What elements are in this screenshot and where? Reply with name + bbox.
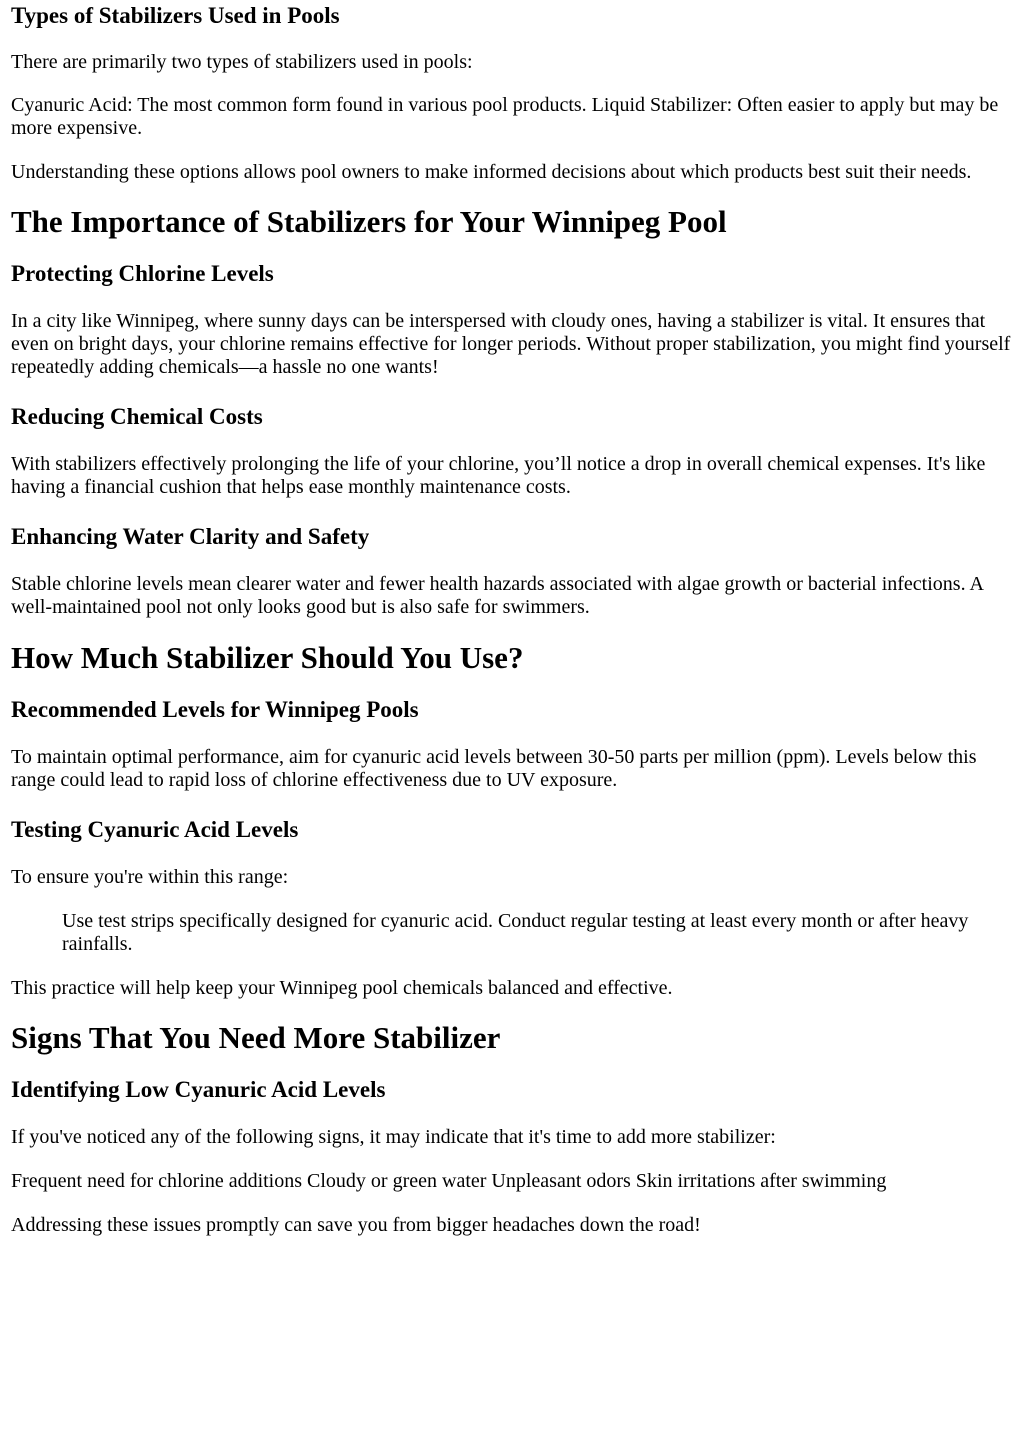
signs-heading: Signs That You Need More Stabilizer [11,1020,501,1055]
article [0,2,1024,1237]
testing-heading: Testing Cyanuric Acid Levels [11,817,299,842]
recommended-heading: Recommended Levels for Winnipeg Pools [11,697,419,722]
identifying-closing: Addressing these issues promptly can save you from bigger headaches down the road! [11,1214,701,1236]
reducing-body: With stabilizers effectively prolonging the life of your chlorine, you’ll notice a drop in overall chemical expenses. It's like having a financial cushion that helps ease monthly maintenance costs. [11,453,986,498]
identifying-intro: If you've noticed any of the following signs, it may indicate that it's time to add more stabilizer: [11,1126,776,1148]
identifying-list: Frequent need for chlorine additions Cloudy or green water Unpleasant odors Skin irritations after swimming [11,1170,887,1192]
types-closing: Understanding these options allows pool owners to make informed decisions about which products best suit their needs. [11,161,972,183]
types-intro: There are primarily two types of stabilizers used in pools: [11,51,473,73]
types-list: Cyanuric Acid: The most common form found in various pool products. Liquid Stabilizer: Often easier to apply but may be more expensive. [11,94,999,139]
types-heading: Types of Stabilizers Used in Pools [11,3,340,28]
protecting-body: In a city like Winnipeg, where sunny days can be interspersed with cloudy ones, having a stabilizer is vital. It ensures that even on bright days, your chlorine remains effective for longer periods. Without proper stabilization, you might find yourself repeatedly adding chemicals—a hassle no one wants! [11,310,1011,378]
reducing-heading: Reducing Chemical Costs [11,404,263,429]
protecting-heading: Protecting Chlorine Levels [11,261,274,286]
testing-intro: To ensure you're within this range: [11,866,289,888]
enhancing-heading: Enhancing Water Clarity and Safety [11,524,370,549]
testing-list: Use test strips specifically designed for cyanuric acid. Conduct regular testing at least every month or after heavy rainfalls. [62,910,969,955]
identifying-heading: Identifying Low Cyanuric Acid Levels [11,1077,386,1102]
how-much-heading: How Much Stabilizer Should You Use? [11,640,524,675]
recommended-body: To maintain optimal performance, aim for cyanuric acid levels between 30-50 parts per million (ppm). Levels below this range could lead to rapid loss of chlorine effectiveness due to UV exposure. [11,746,977,791]
testing-closing: This practice will help keep your Winnipeg pool chemicals balanced and effective. [11,977,673,999]
importance-heading: The Importance of Stabilizers for Your Winnipeg Pool [11,204,727,239]
enhancing-body: Stable chlorine levels mean clearer water and fewer health hazards associated with algae growth or bacterial infections. A well-maintained pool not only looks good but is also safe for swimmers. [11,573,983,618]
